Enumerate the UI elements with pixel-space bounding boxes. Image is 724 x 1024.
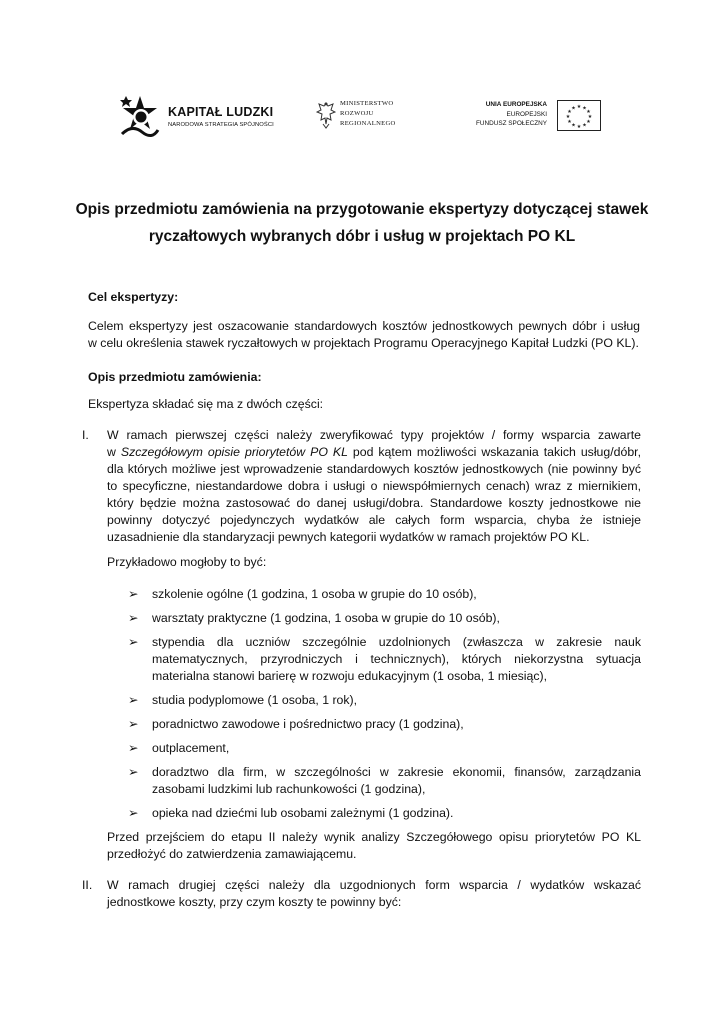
- part1-line-2-italic: Szczegółowym opisie priorytetów PO KL: [120, 445, 348, 459]
- bullet-2-line-1: warsztaty praktyczne (1 godzina, 1 osoba w grupie do 10 osób),: [152, 611, 500, 625]
- cel-heading: Cel ekspertyzy:: [88, 290, 179, 304]
- intro-text: Ekspertyza składać się ma z dwóch części:: [88, 397, 324, 411]
- bullet-6-line-1: outplacement,: [152, 741, 230, 755]
- svg-text:★: ★: [571, 105, 576, 112]
- kapital-ludzki-emblem-icon: [120, 94, 160, 138]
- bullet-2-icon: ➢: [128, 611, 139, 625]
- eu-logo: [468, 100, 603, 132]
- bullet-8-icon: ➢: [128, 806, 139, 820]
- cel-text-line-1: Celem ekspertyzy jest oszacowanie standardowych kosztów jednostkowych pewnych dóbr i usług: [88, 319, 640, 333]
- bullet-1-line-1: szkolenie ogólne (1 godzina, 1 osoba w grupie do 10 osób),: [152, 587, 477, 601]
- part2-line-1: W ramach drugiej części należy dla uzgodnionych form wsparcia / wydatków wskazać: [107, 878, 641, 892]
- bullet-4-icon: ➢: [128, 693, 139, 707]
- examples-intro: Przykładowo mogłoby to być:: [107, 555, 267, 569]
- part1-line-7: uzasadnienie dla standaryzacji pewnych kategorii wydatków w ramach projektów PO KL.: [107, 530, 590, 544]
- svg-text:★: ★: [576, 104, 582, 110]
- svg-text:★: ★: [582, 105, 587, 112]
- title-line-2: ryczałtowych wybranych dóbr i usług w projektach PO KL: [148, 228, 576, 245]
- after-bullets-line-2: przedłożyć do zatwierdzenia zamawiającemu.: [107, 847, 357, 861]
- cel-text-line-2: w celu określenia stawek ryczałtowych w projektach Programu Operacyjnego Kapitał Ludzki (PO KL).: [88, 336, 639, 350]
- kapital-ludzki-logo: [120, 92, 285, 140]
- ministry-line-2: ROZWOJU: [340, 110, 374, 117]
- opis-heading: Opis przedmiotu zamówienia:: [88, 370, 262, 384]
- part1-line-1: W ramach pierwszej części należy zweryfikować typy projektów / formy wsparcia zawarte: [107, 428, 641, 442]
- ministry-line-1: MINISTERSTWO: [340, 100, 394, 107]
- eu-line-3: FUNDUSZ SPOŁECZNY: [475, 120, 547, 127]
- ministry-line-3: REGIONALNEGO: [340, 120, 396, 127]
- bullet-4-line-1: studia podyplomowe (1 osoba, 1 rok),: [152, 693, 358, 707]
- part2-numeral: II.: [82, 878, 93, 892]
- bullet-5-line-1: poradnictwo zawodowe i pośrednictwo pracy (1 godzina),: [152, 717, 464, 731]
- bullet-3-icon: ➢: [128, 635, 139, 649]
- bullet-7-line-1: doradztwo dla firm, w szczególności w zakresie ekonomii, finansów, zarządzania: [152, 765, 641, 779]
- part2-line-2: jednostkowe koszty, przy czym koszty te powinny być:: [107, 895, 402, 909]
- svg-text:★: ★: [586, 119, 591, 125]
- kapital-title: KAPITAŁ LUDZKI: [168, 105, 274, 119]
- header-logos: [0, 92, 724, 142]
- bullet-6-icon: ➢: [128, 741, 139, 755]
- svg-text:★: ★: [571, 122, 576, 129]
- part1-line-4: to specyficzne, niestandardowe dobra i usługi o niewspółmiernych cenach) wraz z miernikiem,: [107, 479, 641, 493]
- svg-text:★: ★: [567, 109, 572, 115]
- part1-line-2-pre: w: [107, 445, 121, 459]
- part1-line-3: dla których możliwe jest wprowadzenie standardowych kosztów jednostkowych (nie powinny być: [107, 462, 641, 476]
- document-title: [60, 196, 664, 250]
- bullet-8-line-1: opieka nad dziećmi lub osobami zależnymi (1 godzina).: [152, 806, 454, 820]
- eu-line-1: UNIA EUROPEJSKA: [485, 101, 547, 108]
- part1-line-6: powinny dotyczyć pojedynczych wydatków ale całych form wsparcia, chyba że istnieje: [107, 513, 641, 527]
- part1-line-2-post: pod kątem możliwości wskazania takich usług/dóbr,: [347, 445, 641, 459]
- eu-line-2: EUROPEJSKI: [506, 111, 547, 118]
- part1-numeral: I.: [82, 428, 89, 442]
- polish-eagle-icon: [316, 100, 336, 130]
- kapital-subtitle: NARODOWA STRATEGIA SPÓJNOŚCI: [168, 122, 274, 128]
- svg-text:★: ★: [565, 114, 571, 120]
- svg-text:★: ★: [567, 119, 572, 125]
- bullet-5-icon: ➢: [128, 717, 139, 731]
- bullet-3-line-2: matematycznych, przyrodniczych i technicznych), których niekorzystna sytuacja: [152, 652, 641, 666]
- svg-text:★: ★: [582, 122, 587, 129]
- ministry-logo: [316, 100, 436, 140]
- title-line-1: Opis przedmiotu zamówienia na przygotowanie ekspertyzy dotyczącej stawek: [75, 201, 649, 218]
- part1-line-5: który będzie można zastosować do danej usługi/dobra. Standardowe koszty jednostkowe nie: [107, 496, 641, 510]
- bullet-3-line-1: stypendia dla uczniów szczególnie uzdolnionych (zwłaszcza w zakresie nauk: [152, 635, 641, 649]
- svg-text:★: ★: [576, 124, 582, 130]
- part1-line-2: [107, 444, 641, 461]
- bullet-7-line-2: zasobami ludzkimi lub rachunkowości (1 godzina),: [152, 782, 426, 796]
- after-bullets-line-1: Przed przejściem do etapu II należy wynik analizy Szczegółowego opisu priorytetów PO KL: [107, 830, 641, 844]
- bullet-7-icon: ➢: [128, 765, 139, 779]
- svg-text:★: ★: [586, 109, 591, 115]
- eu-flag-icon: [557, 100, 601, 131]
- bullet-1-icon: ➢: [128, 587, 139, 601]
- bullet-3-line-3: materialna stanowi barierę w rozwoju edukacyjnym (1 osoba, 1 miesiąc),: [152, 669, 548, 683]
- svg-text:★: ★: [587, 114, 593, 120]
